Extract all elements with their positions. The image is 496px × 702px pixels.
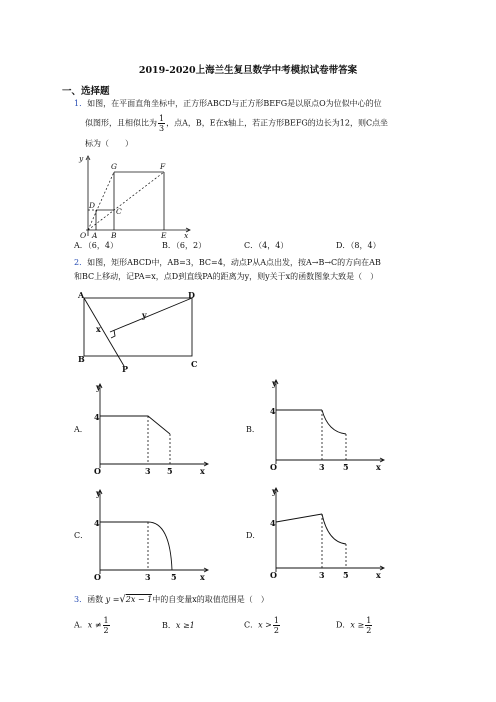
q3-option-a[interactable] (74, 616, 111, 635)
q3-pre: 函数 (87, 595, 104, 604)
fig1-label-g: G (111, 162, 117, 171)
q2-option-a-letter[interactable]: A． (74, 425, 88, 434)
q1-option-a[interactable] (74, 240, 118, 252)
gd-y: y (272, 486, 277, 496)
ga-3: 3 (145, 466, 151, 476)
q3-post: 中的自变量x的取值范围是（ ） (152, 595, 269, 604)
gb-y: y (272, 378, 277, 388)
q3-option-b[interactable] (162, 620, 195, 632)
q1-text-2b: ，点A，B，E在x轴上，若正方形BEFG的边长为12，则C点坐 (166, 118, 389, 128)
fig1-label-e: E (161, 231, 167, 238)
q2-line2: 和BC上移动，记PA=x，点D到直线PA的距离为y，则y关于x的函数图象大致是（ ） (74, 272, 379, 281)
fig2-label-x: x (96, 324, 101, 334)
q3-option-b-letter: B． (162, 621, 176, 630)
q3-option-c-frac (273, 616, 280, 635)
q1-line3: 标为（ ） (85, 139, 133, 148)
fig1-label-x: x (184, 231, 189, 238)
ga-o: O (94, 466, 101, 476)
fig2-label-a: A (78, 290, 85, 300)
q3-option-a-rel: x ≠ (87, 620, 102, 630)
q3-option-d-frac (365, 616, 372, 635)
sqrt-icon: √ (119, 594, 126, 605)
q2-number: 2． (74, 258, 88, 267)
gd-o: O (270, 570, 277, 580)
q3-option-a-frac (103, 616, 110, 635)
gc-x: x (200, 572, 205, 582)
section-heading: 一、选择题 (62, 86, 110, 97)
q3-option-d-letter: D． (336, 620, 351, 630)
q1-text-2a: 似图形，且相似比为 (85, 118, 157, 128)
gd-3: 3 (319, 570, 325, 580)
gb-x: x (376, 462, 381, 472)
q3-func-lhs: y = (105, 595, 120, 604)
q3-option-c-rel: x > (258, 620, 272, 630)
fig2-label-p: P (122, 364, 129, 374)
ga-5: 5 (167, 466, 173, 476)
gc-5: 5 (171, 572, 177, 582)
ga-y: y (96, 382, 101, 392)
q1-option-b-text: （6，2） (175, 241, 207, 250)
fig1-label-a: A (92, 231, 98, 238)
fig1-label-o: O (80, 231, 87, 238)
gb-3: 3 (319, 462, 325, 472)
q3-c-den: 2 (273, 626, 279, 635)
q3-option-a-letter: A． (74, 620, 88, 630)
q2-rectangle-figure (74, 288, 210, 374)
fig2-label-y: y (142, 310, 147, 320)
q3-option-b-rel: x ≥1 (175, 621, 195, 630)
fig1-label-c: C (116, 207, 122, 216)
q3-line (74, 594, 269, 606)
page-title: 2019-2020上海兰生复旦数学中考模拟试卷带答案 (138, 65, 358, 76)
fig2-label-c: C (191, 359, 198, 369)
q3-option-c-letter: C． (244, 620, 259, 630)
q3-option-d-rel: x ≥ (350, 620, 365, 630)
perpendicular-d (110, 298, 192, 332)
q1-number: 1． (74, 99, 88, 108)
gc-3: 3 (145, 572, 151, 582)
q1-option-c-text: （4，4） (258, 241, 289, 250)
gc-y: y (96, 488, 101, 498)
gd-x: x (376, 570, 381, 580)
q1-option-b[interactable] (162, 240, 206, 252)
q3-a-den: 2 (103, 626, 109, 635)
q2-option-b-letter[interactable]: B． (246, 425, 260, 434)
q1-ratio-fraction (158, 114, 165, 133)
q2-option-d-letter[interactable]: D． (246, 531, 261, 540)
q1-option-c[interactable] (244, 240, 288, 252)
q3-number: 3． (74, 595, 88, 604)
gd-4: 4 (270, 518, 276, 528)
gc-o: O (94, 572, 101, 582)
q2-line1 (74, 257, 381, 269)
fig1-label-d: D (89, 201, 96, 210)
ga-4: 4 (94, 412, 100, 422)
q2-graph-c[interactable] (86, 484, 216, 582)
q1-option-d-text: （8，4） (350, 241, 381, 250)
q1-option-c-letter: C． (244, 241, 259, 250)
q1-line2 (85, 114, 388, 133)
q3-option-c[interactable] (244, 616, 281, 635)
q3-d-num: 1 (366, 616, 372, 625)
q2-graph-b[interactable] (262, 374, 392, 472)
q1-frac-den: 3 (159, 124, 165, 133)
gb-o: O (270, 462, 277, 472)
q3-d-den: 2 (366, 626, 372, 635)
q2-graph-d[interactable] (262, 482, 392, 580)
q3-c-num: 1 (273, 616, 279, 625)
q2-text-1: 如图，矩形ABCD中，AB=3，BC=4，动点P从A点出发，按A→B→C的方向在AB (87, 258, 381, 267)
fig1-label-b: B (111, 231, 117, 238)
ga-x: x (200, 466, 205, 476)
q1-option-a-text: （6，4） (87, 241, 118, 250)
fig1-label-y: y (79, 154, 84, 163)
gc-4: 4 (94, 518, 100, 528)
q1-option-d-letter: D． (336, 241, 351, 250)
q1-line1 (74, 98, 382, 110)
q3-func-radicand: 2x − 1 (125, 595, 153, 604)
gd-5: 5 (343, 570, 349, 580)
diagonal-of (88, 172, 164, 230)
q1-option-b-letter: B． (162, 241, 176, 250)
fig2-label-d: D (188, 290, 195, 300)
fig1-label-f: F (160, 162, 166, 171)
gb-5: 5 (343, 462, 349, 472)
q3-a-num: 1 (103, 616, 109, 625)
q2-graph-a[interactable] (86, 378, 216, 476)
q1-option-a-letter: A． (74, 241, 88, 250)
q1-frac-num: 1 (159, 114, 165, 123)
q1-figure (78, 152, 198, 238)
gb-4: 4 (270, 406, 276, 416)
q1-option-d[interactable] (336, 240, 381, 252)
q3-option-d[interactable] (336, 616, 373, 635)
fig2-label-b: B (78, 354, 85, 364)
q1-text-1: 如图，在平面直角坐标中，正方形ABCD与正方形BEFG是以原点O为位似中心的位 (87, 99, 382, 108)
q2-option-c-letter[interactable]: C． (74, 531, 89, 540)
